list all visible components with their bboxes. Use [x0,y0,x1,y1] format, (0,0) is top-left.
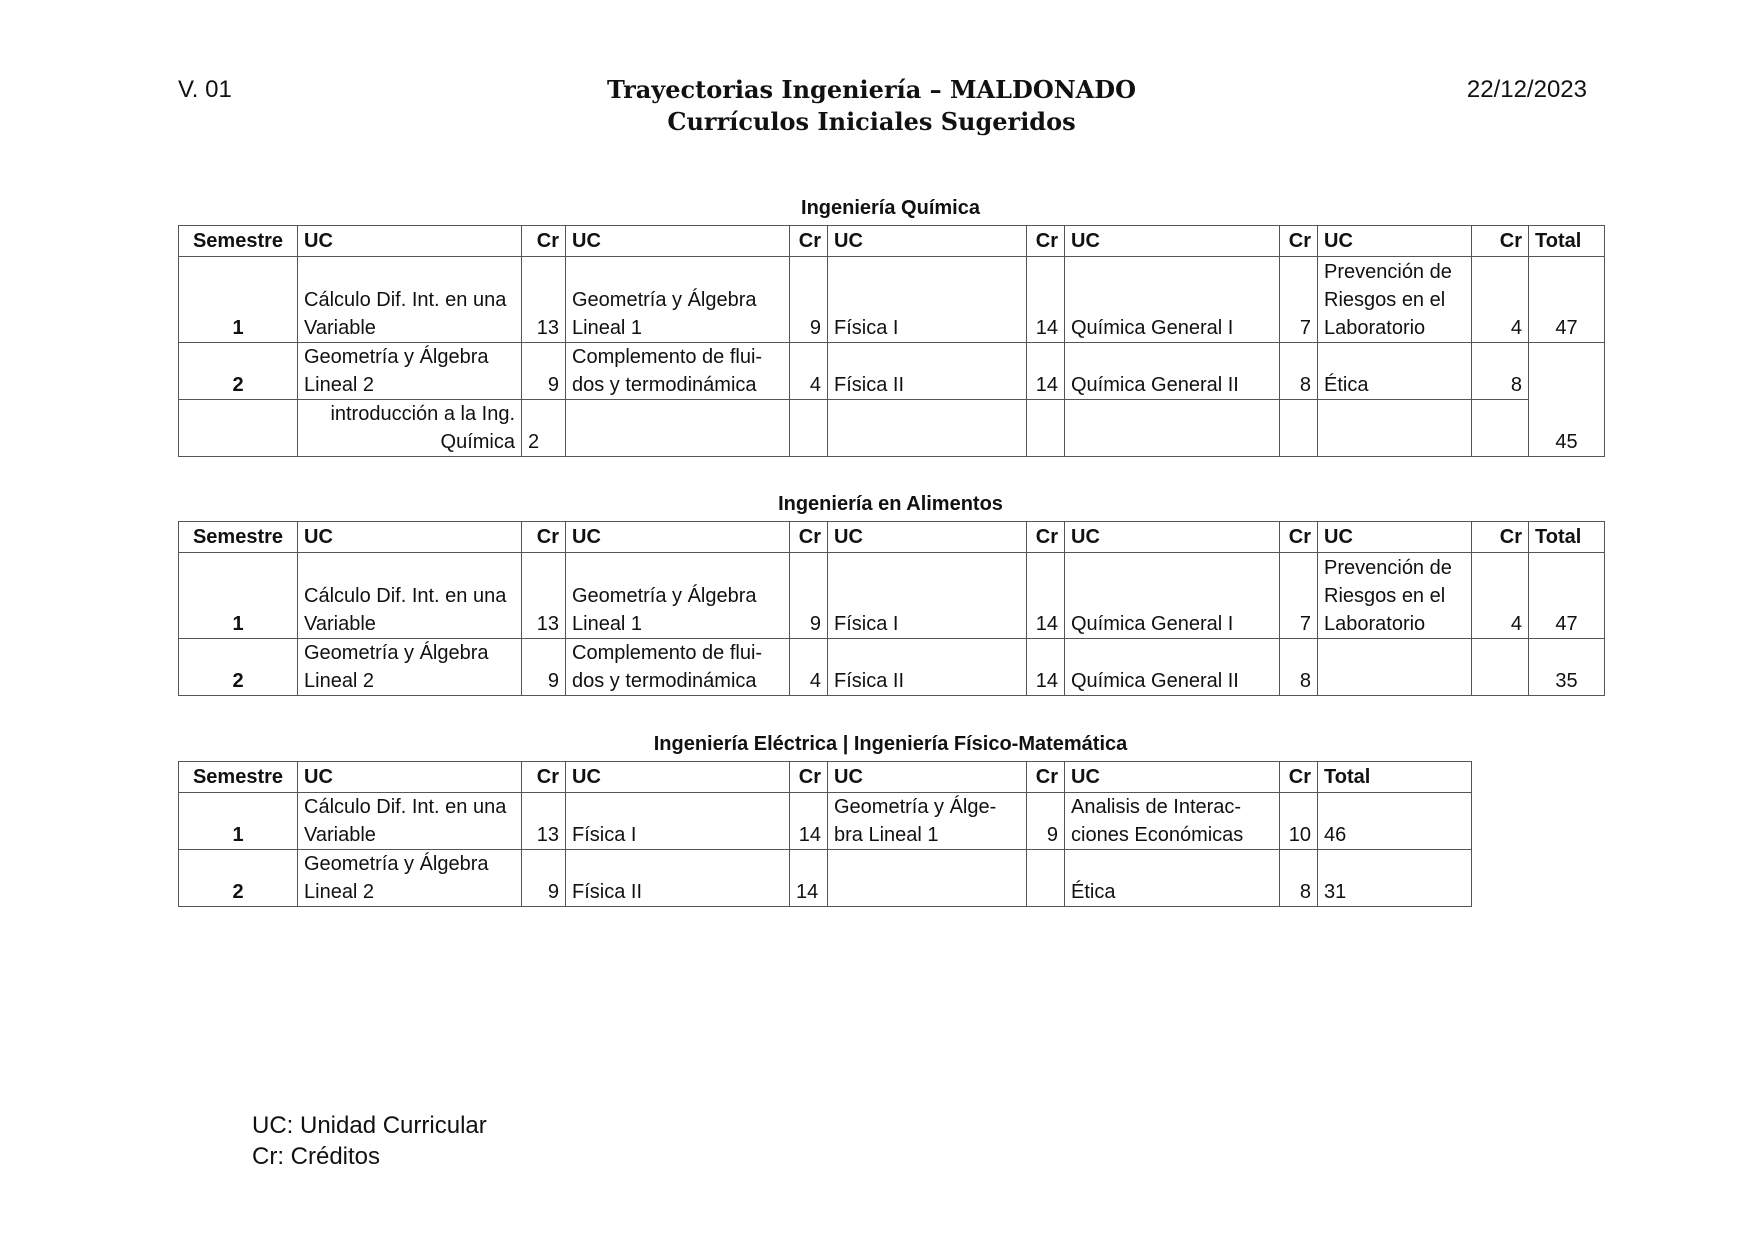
semester-cell: 2 [179,850,298,907]
total-cell: 47 [1529,553,1605,639]
table-header-row [179,226,1605,257]
header-cr: Cr [1280,522,1318,553]
table-row [179,257,1605,343]
cr-cell [1280,400,1318,457]
header-cr: Cr [1027,226,1065,257]
total-cell: 47 [1529,257,1605,343]
total-cell: 31 [1318,850,1472,907]
legend [252,1110,487,1172]
header-uc: UC [828,226,1027,257]
uc-cell: introducción a la Ing. Química [298,400,522,457]
uc-cell: Química General I [1065,257,1280,343]
total-cell: 46 [1318,793,1472,850]
header-uc: UC [298,762,522,793]
legend-cr: Cr: Créditos [252,1143,381,1170]
cr-cell: 14 [1027,343,1065,400]
uc-cell: Química General II [1065,639,1280,696]
header-cr: Cr [1027,522,1065,553]
cr-cell: 4 [790,343,828,400]
cr-cell: 8 [1280,850,1318,907]
cr-cell: 8 [1280,343,1318,400]
document-title: Trayectorias Ingeniería – MALDONADO [606,75,1137,104]
cr-cell: 10 [1280,793,1318,850]
section-title-alimentos: Ingeniería en Alimentos [778,493,1003,515]
header-uc: UC [298,522,522,553]
header-total: Total [1529,522,1605,553]
uc-cell [828,850,1027,907]
total-cell: 45 [1529,343,1605,457]
cr-cell: 9 [790,553,828,639]
uc-cell: Geometría y Álgebra Lineal 2 [298,639,522,696]
header-uc: UC [1318,226,1472,257]
cr-cell: 9 [790,257,828,343]
semester-cell [179,400,298,457]
uc-cell: Complemento de flui-dos y termodinámica [566,343,790,400]
uc-cell: Analisis de Interac-ciones Económicas [1065,793,1280,850]
cr-cell: 14 [790,793,828,850]
uc-cell: Física II [828,639,1027,696]
uc-cell: Física II [566,850,790,907]
uc-cell: Física I [828,553,1027,639]
cr-cell: 8 [1472,343,1529,400]
uc-cell: Geometría y Álge-bra Lineal 1 [828,793,1027,850]
uc-cell: Geometría y Álgebra Lineal 2 [298,343,522,400]
header-cr: Cr [522,762,566,793]
uc-cell: Prevención de Riesgos en el Laboratorio [1318,257,1472,343]
uc-cell [1318,400,1472,457]
cr-cell: 13 [522,553,566,639]
section-title-quimica: Ingeniería Química [801,197,980,219]
uc-cell: Ética [1065,850,1280,907]
cr-cell: 2 [522,400,566,457]
table-header-row [179,522,1605,553]
header-semestre: Semestre [179,226,298,257]
cr-cell: 14 [790,850,828,907]
cr-cell: 8 [1280,639,1318,696]
uc-cell: Geometría y Álgebra Lineal 1 [566,553,790,639]
header-cr: Cr [790,522,828,553]
table-row [179,793,1472,850]
uc-cell [828,400,1027,457]
cr-cell [1027,850,1065,907]
table-alimentos [178,521,1605,696]
cr-cell: 4 [1472,553,1529,639]
cr-cell [790,400,828,457]
cr-cell: 4 [1472,257,1529,343]
uc-cell: Física II [828,343,1027,400]
legend-uc: UC: Unidad Curricular [252,1112,487,1139]
total-cell: 35 [1529,639,1605,696]
section-title-electrica: Ingeniería Eléctrica | Ingeniería Físico-Matemática [653,733,1128,755]
header-cr: Cr [1280,762,1318,793]
header-cr: Cr [790,762,828,793]
header-uc: UC [566,762,790,793]
uc-cell: Cálculo Dif. Int. en una Variable [298,793,522,850]
header-cr: Cr [522,522,566,553]
semester-cell: 1 [179,257,298,343]
uc-cell [1065,400,1280,457]
table-row [179,639,1605,696]
header-total: Total [1529,226,1605,257]
uc-cell: Física I [566,793,790,850]
uc-cell: Geometría y Álgebra Lineal 2 [298,850,522,907]
uc-cell: Ética [1318,343,1472,400]
semester-cell: 1 [179,793,298,850]
header-uc: UC [1065,226,1280,257]
cr-cell: 13 [522,793,566,850]
uc-cell: Química General II [1065,343,1280,400]
header-uc: UC [828,762,1027,793]
document-subtitle: Currículos Iniciales Sugeridos [667,107,1076,136]
uc-cell: Física I [828,257,1027,343]
header-uc: UC [1065,522,1280,553]
header-uc: UC [298,226,522,257]
header-uc: UC [1065,762,1280,793]
uc-cell [566,400,790,457]
uc-cell: Cálculo Dif. Int. en una Variable [298,553,522,639]
header-total: Total [1318,762,1472,793]
cr-cell: 9 [522,639,566,696]
header-uc: UC [566,522,790,553]
uc-cell: Complemento de flui-dos y termodinámica [566,639,790,696]
cr-cell: 7 [1280,553,1318,639]
semester-cell: 2 [179,639,298,696]
cr-cell: 9 [522,850,566,907]
uc-cell [1318,639,1472,696]
cr-cell: 7 [1280,257,1318,343]
header-cr: Cr [1472,226,1529,257]
cr-cell: 9 [1027,793,1065,850]
table-header-row [179,762,1472,793]
table-quimica [178,225,1605,457]
header-cr: Cr [790,226,828,257]
uc-cell: Cálculo Dif. Int. en una Variable [298,257,522,343]
cr-cell: 14 [1027,553,1065,639]
uc-cell: Prevención de Riesgos en el Laboratorio [1318,553,1472,639]
header-cr: Cr [1280,226,1318,257]
header-cr: Cr [522,226,566,257]
uc-cell: Geometría y Álgebra Lineal 1 [566,257,790,343]
cr-cell [1472,639,1529,696]
table-row [179,553,1605,639]
version-label: V. 01 [178,76,232,103]
table-row [179,343,1605,400]
cr-cell: 14 [1027,639,1065,696]
header-cr: Cr [1027,762,1065,793]
semester-cell: 1 [179,553,298,639]
header-uc: UC [566,226,790,257]
semester-cell: 2 [179,343,298,400]
header-semestre: Semestre [179,762,298,793]
table-row [179,850,1472,907]
cr-cell: 4 [790,639,828,696]
cr-cell: 13 [522,257,566,343]
header-uc: UC [828,522,1027,553]
table-row [179,400,1605,457]
uc-cell: Química General I [1065,553,1280,639]
cr-cell: 14 [1027,257,1065,343]
header-cr: Cr [1472,522,1529,553]
cr-cell: 9 [522,343,566,400]
table-electrica [178,761,1472,907]
document-date: 22/12/2023 [1466,76,1587,103]
header-semestre: Semestre [179,522,298,553]
cr-cell [1472,400,1529,457]
cr-cell [1027,400,1065,457]
header-uc: UC [1318,522,1472,553]
